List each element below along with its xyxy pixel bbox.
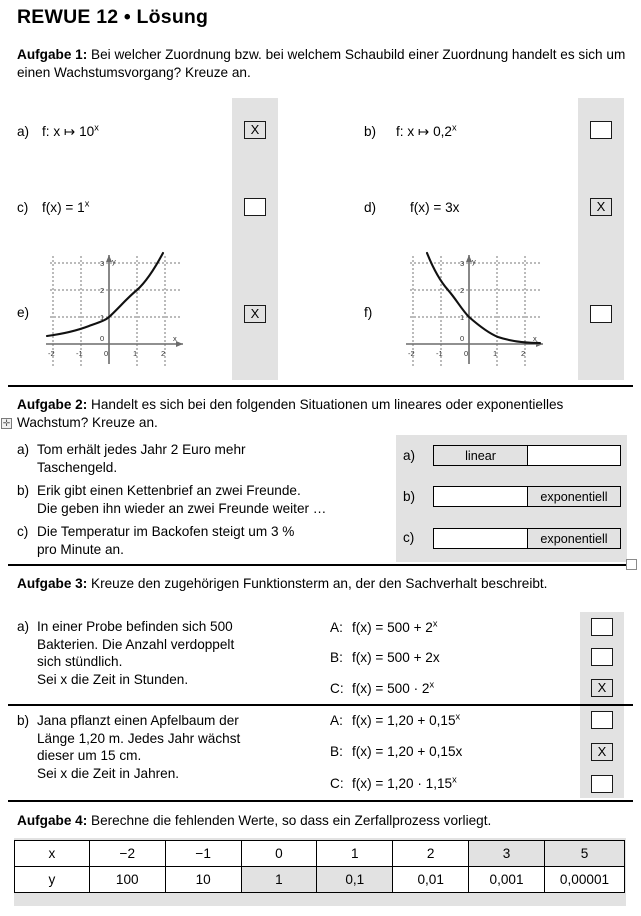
aufgabe3-checkbox-a-A[interactable] <box>591 618 613 636</box>
svg-text:0: 0 <box>100 334 105 343</box>
aufgabe3-item-a-line3: sich stündlich. <box>37 654 123 670</box>
aufgabe2-answer-b-letter: b) <box>403 489 416 504</box>
svg-text:-1: -1 <box>76 349 83 358</box>
aufgabe3-item-a-letter: a) <box>17 619 30 634</box>
aufgabe3-item-a-option-C-term: f(x) = 500 · 2 <box>352 681 430 696</box>
aufgabe3-item-a-line1: In einer Probe befinden sich 500 <box>37 619 233 634</box>
svg-text:2: 2 <box>460 286 465 295</box>
svg-text:x: x <box>533 334 537 343</box>
aufgabe1-item-b-term <box>396 124 457 140</box>
aufgabe3-item-b-line4: Sei x die Zeit in Jahren. <box>37 766 180 782</box>
aufgabe3-item-b-option-A-exponent: x <box>455 711 461 722</box>
aufgabe3-item-a-option-A-key: A: <box>330 620 343 635</box>
aufgabe1-item-a-term <box>42 124 99 140</box>
table-cell-y-6: 0,00001 <box>545 867 625 893</box>
aufgabe2-item-a-line2: Taschengeld. <box>37 459 118 475</box>
aufgabe3-item-a-option-B <box>330 650 440 665</box>
svg-text:1: 1 <box>133 349 138 358</box>
svg-text:3: 3 <box>100 259 105 268</box>
table-cell-x-3: 1 <box>317 841 393 867</box>
svg-text:0: 0 <box>104 349 109 358</box>
aufgabe1-checkbox-a[interactable]: X <box>244 121 266 139</box>
aufgabe3-prompt: Kreuze den zugehörigen Funktionsterm an, der den Sachverhalt beschreibt. <box>91 576 548 591</box>
exponential-growth-graph <box>42 246 190 375</box>
aufgabe2-item-b-letter: b) <box>17 483 30 498</box>
aufgabe3-label: Aufgabe 3: <box>17 576 88 591</box>
aufgabe2-answer-c-right-cell[interactable]: exponentiell <box>527 529 620 548</box>
aufgabe3-item-b-option-B <box>330 744 462 759</box>
aufgabe3-item-a-option-A-term: f(x) = 500 + 2 <box>352 620 433 635</box>
aufgabe1-prompt: Bei welcher Zuordnung bzw. bei welchem Schaubild einer Zuordnung handelt es sich um einen Wachstumsvorgang? Kreuze an. <box>17 47 626 80</box>
aufgabe2-item-c-line1: Die Temperatur im Backofen steigt um 3 % <box>37 524 295 539</box>
divider-after-aufgabe1 <box>8 385 633 387</box>
table-cell-x-4: 2 <box>393 841 469 867</box>
aufgabe2-item-b-line2: Die geben ihn wieder an zwei Freunde weiter … <box>37 500 327 516</box>
aufgabe1-label: Aufgabe 1: <box>17 47 88 62</box>
table-cell-y-5: 0,001 <box>469 867 545 893</box>
aufgabe4-intro <box>17 812 627 830</box>
svg-text:2: 2 <box>161 349 166 358</box>
table-header-y: y <box>15 867 90 893</box>
aufgabe3-checkbox-a-B[interactable] <box>591 648 613 666</box>
aufgabe1-item-c-letter: c) <box>17 200 29 215</box>
aufgabe1-item-c-term-base: f(x) = 1 <box>42 200 85 215</box>
svg-text:-1: -1 <box>436 349 443 358</box>
aufgabe3-item-a-option-A <box>330 620 437 635</box>
aufgabe4-prompt: Berechne die fehlenden Werte, so dass ein Zerfallprozess vorliegt. <box>91 813 492 828</box>
aufgabe3-item-b-line1: Jana pflanzt einen Apfelbaum der <box>37 713 239 728</box>
svg-text:1: 1 <box>460 313 465 322</box>
aufgabe2-item-b-text <box>17 482 387 517</box>
aufgabe1-item-b-term-exponent: x <box>451 122 457 133</box>
aufgabe1-checkbox-e[interactable]: X <box>244 305 266 323</box>
aufgabe2-item-c-text <box>17 523 387 558</box>
aufgabe3-checkbox-a-C[interactable]: X <box>591 679 613 697</box>
aufgabe3-item-a-line2: Bakterien. Die Anzahl verdoppelt <box>37 636 235 652</box>
aufgabe1-left-shade-band <box>232 98 278 380</box>
aufgabe2-intro <box>17 396 617 432</box>
divider-after-aufgabe3 <box>8 800 633 802</box>
aufgabe3-checkbox-b-A[interactable] <box>591 711 613 729</box>
svg-text:2: 2 <box>521 349 526 358</box>
aufgabe1-item-f-letter: f) <box>364 305 373 320</box>
aufgabe2-item-a-line1: Tom erhält jedes Jahr 2 Euro mehr <box>37 442 246 457</box>
aufgabe1-item-a-term-base: f: x ↦ 10 <box>42 124 95 139</box>
svg-text:-2: -2 <box>48 349 55 358</box>
move-handle-icon[interactable]: ✛ <box>2 418 11 428</box>
aufgabe2-answer-c-box[interactable] <box>433 528 621 549</box>
svg-text:3: 3 <box>460 259 465 268</box>
aufgabe3-item-a-option-A-exponent: x <box>432 618 438 629</box>
aufgabe3-checkbox-b-C[interactable] <box>591 775 613 793</box>
aufgabe2-answer-a-left-cell[interactable]: linear <box>434 446 527 465</box>
aufgabe1-item-d-letter: d) <box>364 200 377 215</box>
aufgabe1-item-d-term <box>410 200 459 215</box>
aufgabe3-item-b-letter: b) <box>17 713 30 728</box>
aufgabe2-item-b-line1: Erik gibt einen Kettenbrief an zwei Freunde. <box>37 483 301 498</box>
aufgabe3-item-b-line2: Länge 1,20 m. Jedes Jahr wächst <box>37 730 241 746</box>
aufgabe3-item-a-text <box>17 618 307 689</box>
svg-text:x: x <box>173 334 177 343</box>
aufgabe3-item-b-option-C-term: f(x) = 1,20 · 1,15 <box>352 776 453 791</box>
aufgabe3-item-b-option-C-exponent: x <box>452 774 457 785</box>
aufgabe3-item-a-option-C-exponent: x <box>429 679 435 690</box>
aufgabe4-label: Aufgabe 4: <box>17 813 88 828</box>
divider-after-aufgabe2 <box>8 564 633 566</box>
aufgabe3-item-a-line4: Sei x die Zeit in Stunden. <box>37 672 189 688</box>
table-cell-x-0: −2 <box>89 841 165 867</box>
aufgabe3-item-b-option-A <box>330 713 460 728</box>
table-cell-x-5: 3 <box>469 841 545 867</box>
table-cell-y-0: 100 <box>89 867 165 893</box>
aufgabe2-answer-b-left-cell[interactable] <box>434 487 527 506</box>
aufgabe1-item-c-term-exponent: x <box>84 198 90 209</box>
aufgabe3-item-b-option-B-term: f(x) = 1,20 + 0,15x <box>352 744 463 759</box>
aufgabe3-item-b-option-B-key: B: <box>330 744 343 759</box>
aufgabe1-checkbox-c[interactable] <box>244 198 266 216</box>
aufgabe3-item-a-option-C-key: C: <box>330 681 344 696</box>
aufgabe2-item-c-letter: c) <box>17 524 29 539</box>
divider-aufgabe3-ab <box>8 704 633 706</box>
aufgabe3-intro <box>17 575 617 593</box>
table-row-y <box>15 867 625 893</box>
svg-text:-2: -2 <box>408 349 415 358</box>
aufgabe3-item-b-option-C <box>330 776 457 791</box>
aufgabe1-item-d-term-base: f(x) = 3x <box>410 200 460 215</box>
aufgabe4-value-table <box>14 840 625 893</box>
aufgabe1-intro <box>17 46 627 82</box>
aufgabe3-item-b-option-A-term: f(x) = 1,20 + 0,15 <box>352 713 456 728</box>
aufgabe3-checkbox-b-B[interactable]: X <box>591 743 613 761</box>
aufgabe3-item-b-option-A-key: A: <box>330 713 343 728</box>
aufgabe2-answer-c-letter: c) <box>403 530 415 545</box>
aufgabe2-label: Aufgabe 2: <box>17 397 88 412</box>
svg-text:y: y <box>472 257 476 266</box>
aufgabe1-item-a-term-exponent: x <box>94 122 99 133</box>
svg-text:1: 1 <box>493 349 498 358</box>
svg-text:2: 2 <box>100 286 105 295</box>
aufgabe1-item-c-term <box>42 200 89 215</box>
svg-text:y: y <box>112 257 116 266</box>
aufgabe3-item-b-text <box>17 712 307 783</box>
aufgabe1-item-b-term-base: f: x ↦ 0,2 <box>396 124 452 139</box>
table-header-x: x <box>15 841 90 867</box>
page-title: REWUE 12 • Lösung <box>17 6 209 28</box>
aufgabe1-item-a-letter: a) <box>17 124 30 139</box>
aufgabe1-item-b-letter: b) <box>364 124 377 139</box>
aufgabe2-answer-b-box[interactable] <box>433 486 621 507</box>
table-cell-y-3: 0,1 <box>317 867 393 893</box>
table-cell-x-1: −1 <box>165 841 241 867</box>
resize-handle-icon[interactable] <box>626 559 637 570</box>
aufgabe3-item-a-option-B-key: B: <box>330 650 343 665</box>
table-cell-y-4: 0,01 <box>393 867 469 893</box>
aufgabe2-answer-a-box[interactable] <box>433 445 621 466</box>
table-cell-y-1: 10 <box>165 867 241 893</box>
aufgabe1-item-e-letter: e) <box>17 305 30 320</box>
aufgabe3-item-b-option-C-key: C: <box>330 776 344 791</box>
aufgabe2-prompt: Handelt es sich bei den folgenden Situationen um lineares oder exponentielles Wachstum? Kreuze an. <box>17 397 564 430</box>
aufgabe2-item-a-text <box>17 441 387 476</box>
svg-text:0: 0 <box>460 334 465 343</box>
table-cell-x-6: 5 <box>545 841 625 867</box>
exponential-decay-graph <box>402 246 550 375</box>
aufgabe2-answer-c-left-cell[interactable] <box>434 529 527 548</box>
aufgabe3-item-a-option-B-term: f(x) = 500 + 2x <box>352 650 440 665</box>
aufgabe1-checkbox-d[interactable]: X <box>590 198 612 216</box>
aufgabe1-checkbox-b[interactable] <box>590 121 612 139</box>
table-cell-y-2: 1 <box>241 867 317 893</box>
table-cell-x-2: 0 <box>241 841 317 867</box>
svg-text:0: 0 <box>464 349 469 358</box>
aufgabe2-answer-a-letter: a) <box>403 448 416 463</box>
table-row-x <box>15 841 625 867</box>
aufgabe2-answer-a-right-cell[interactable] <box>527 446 620 465</box>
aufgabe3-item-b-line3: dieser um 15 cm. <box>37 748 142 764</box>
aufgabe2-item-a-letter: a) <box>17 442 30 457</box>
aufgabe2-answer-b-right-cell[interactable]: exponentiell <box>527 487 620 506</box>
aufgabe1-right-shade-band <box>578 98 624 380</box>
aufgabe2-item-c-line2: pro Minute an. <box>37 541 124 557</box>
svg-text:1: 1 <box>100 313 105 322</box>
aufgabe3-item-a-option-C <box>330 681 434 696</box>
aufgabe1-checkbox-f[interactable] <box>590 305 612 323</box>
